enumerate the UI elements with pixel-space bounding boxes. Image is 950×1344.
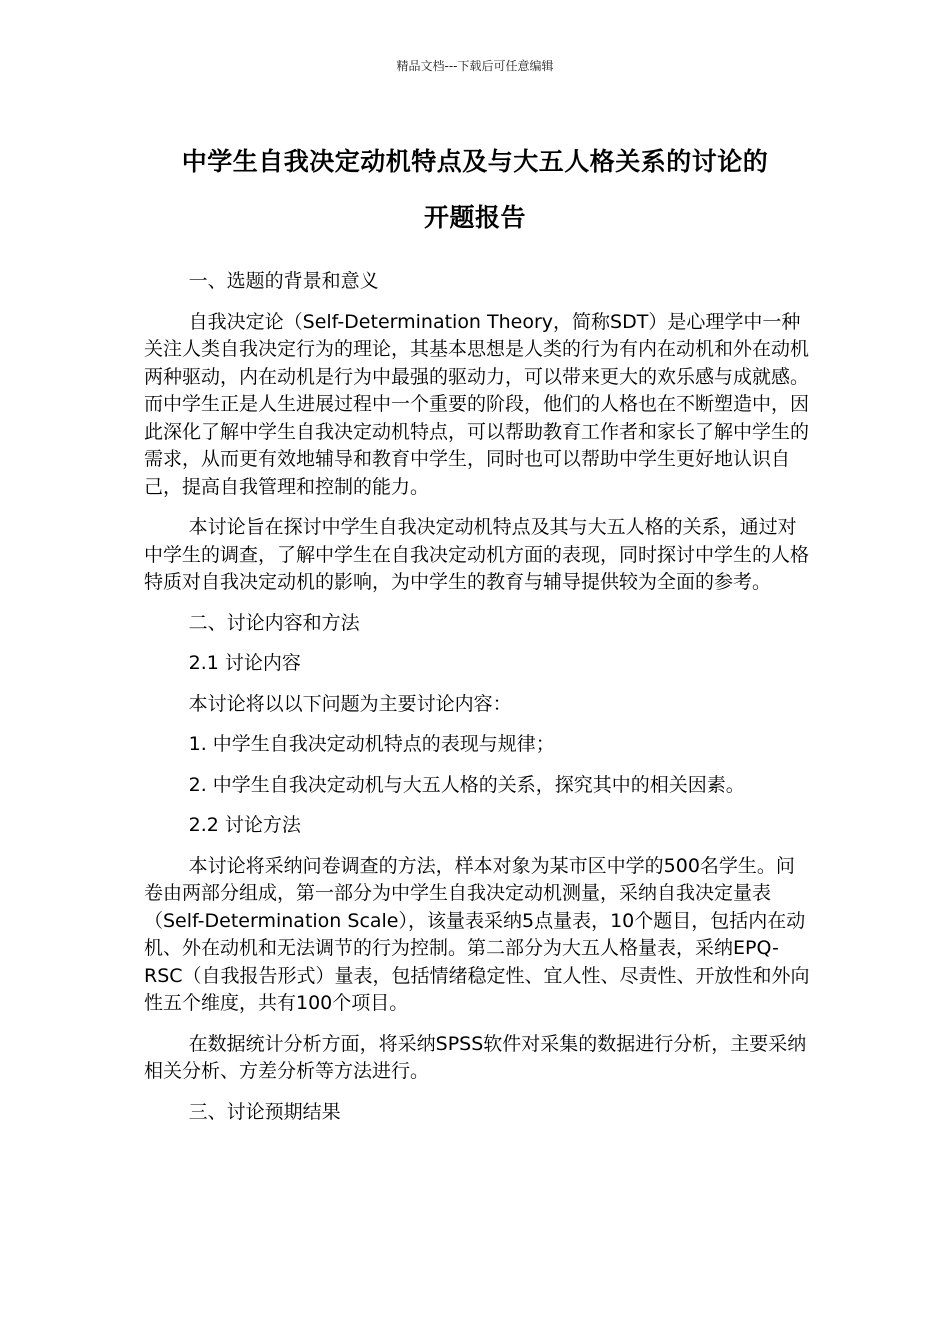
section-2-1-item-1: 1. 中学生自我决定动机特点的表现与规律； [188, 733, 555, 755]
section-1-paragraph-2: 本讨论旨在探讨中学生自我决定动机特点及其与大五人格的关系，通过对中学生的调查，了解中学生在自我决定动机方面的表现，同时探讨中学生的人格特质对自我决定动机的影响，为中学生的教育与辅导提供较为全面的参考。 [144, 516, 810, 593]
section-2-1-item-2: 2. 中学生自我决定动机与大五人格的关系，探究其中的相关因素。 [188, 773, 745, 796]
section-2-2-paragraph-2: 在数据统计分析方面，将采纳SPSS软件对采集的数据进行分析，主要采纳相关分析、方差分析等方法进行。 [144, 1032, 807, 1082]
document-body [144, 268, 812, 1139]
section-2-2-heading: 2.2 讨论方法 [188, 814, 301, 836]
section-1-paragraph-1: 自我决定论（Self-Determination Theory，简称SDT）是心理学中一种关注人类自我决定行为的理论，其基本思想是人类的行为有内在动机和外在动机两种驱动，内在动机是行为中最强的驱动力，可以带来更大的欢乐感与成就感。而中学生正是人生进展过程中一个重要的阶段，他们的人格也在不断塑造中，因此深化了解中学生自我决定动机特点，可以帮助教育工作者和家长了解中学生的需求，从而更有效地辅导和教育中学生，同时也可以帮助中学生更好地认识自己，提高自我管理和控制的能力。 [144, 310, 810, 498]
section-2-1-intro: 本讨论将以以下问题为主要讨论内容： [188, 692, 512, 715]
title-line-1: 中学生自我决定动机特点及与大五人格关系的讨论的 [181, 147, 769, 176]
section-2-heading: 二、讨论内容和方法 [188, 611, 360, 634]
document-title [120, 134, 830, 246]
section-2-2-paragraph-1: 本讨论将采纳问卷调查的方法，样本对象为某市区中学的500名学生。问卷由两部分组成，第一部分为中学生自我决定动机测量，采纳自我决定量表（Self-Determination Scale），该量表采纳5点量表，10个题目，包括内在动机、外在动机和无法调节的行为控制。第二部分为大五人格量表，采纳EPQ-RSC（自我报告形式）量表，包括情绪稳定性、宜人性、尽责性、开放性和外向性五个维度，共有100个项目。 [144, 854, 810, 1014]
section-2-1-heading: 2.1 讨论内容 [188, 652, 301, 674]
section-1-heading: 一、选题的背景和意义 [188, 270, 379, 292]
title-line-2: 开题报告 [423, 203, 526, 232]
header-note: 精品文档---下载后可任意编辑 [396, 59, 554, 73]
section-3-heading: 三、讨论预期结果 [188, 1100, 341, 1123]
